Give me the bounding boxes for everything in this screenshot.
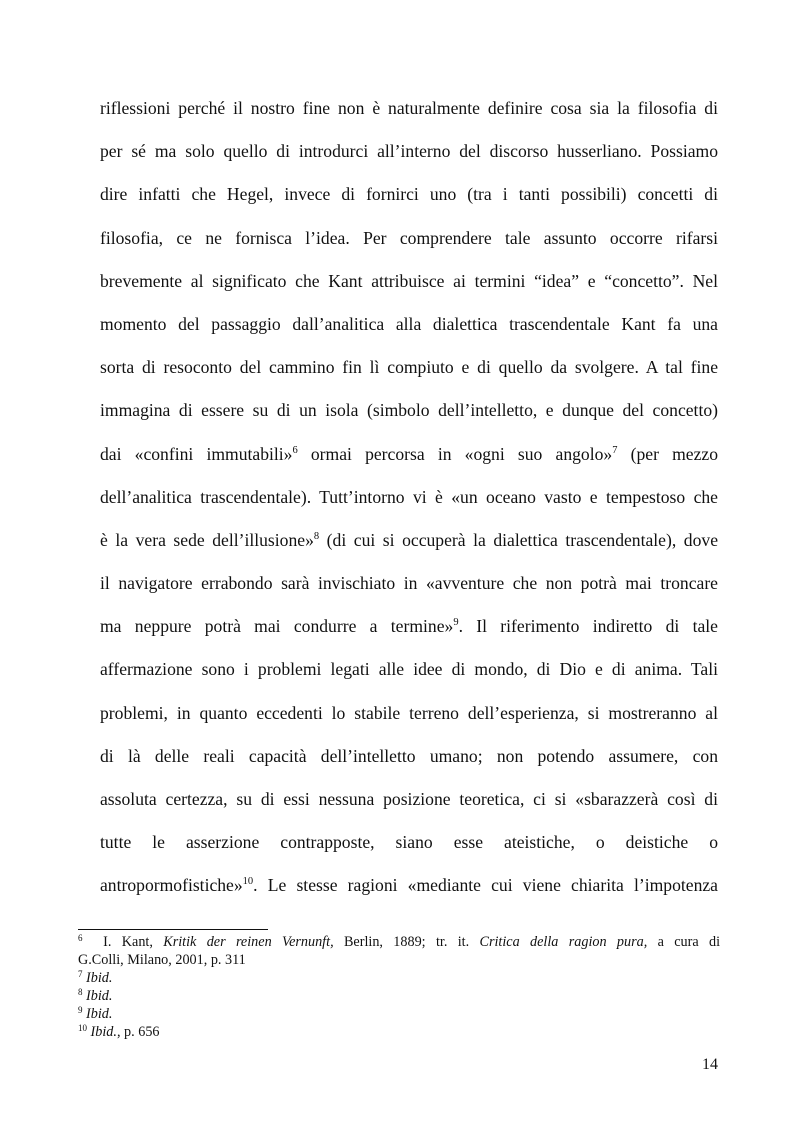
body-line: il navigatore errabondo sarà invischiato in «avventure che non potrà mai troncare [100, 573, 718, 594]
footnote-7 [78, 969, 720, 987]
footnote-text: Ibid. [86, 970, 113, 986]
body-line [100, 611, 718, 654]
body-text-span: antropormofistiche» [100, 875, 243, 896]
body-text-span: . Le stesse ragioni «mediante cui viene chiarita l’impotenza [253, 875, 718, 896]
footnote-text: a cura di [647, 934, 721, 950]
footnote-8 [78, 987, 720, 1005]
footnote-text: Ibid. [86, 1006, 113, 1022]
body-line: per sé ma solo quello di introdurci all’interno del discorso husserliano. Possiamo [100, 141, 718, 162]
body-line [100, 439, 718, 482]
footnote-number: 9 [78, 1005, 83, 1015]
footnote-ref-10: 10 [242, 876, 254, 888]
body-text-span: ma neppure potrà mai condurre a termine» [100, 616, 454, 637]
body-text-span: (di cui si occuperà la dialettica trascendentale), dove [319, 529, 718, 550]
footnote-text: I. Kant, [82, 934, 164, 950]
footnote-number: 8 [78, 987, 83, 997]
body-line: momento del passaggio dall’analitica alla dialettica trascendentale Kant fa una [100, 313, 718, 334]
body-line [100, 525, 718, 568]
body-text [100, 93, 718, 914]
body-line: brevemente al significato che Kant attribuisce ai termini “idea” e “concetto”. Nel [100, 270, 718, 291]
footnote-ref-8: 8 [313, 530, 320, 542]
footnote-text: Ibid. [86, 988, 113, 1004]
body-line: tutte le asserzione contrapposte, siano esse ateistiche, o deistiche o [100, 832, 718, 853]
body-line: di là delle reali capacità dell’intelletto umano; non potendo assumere, con [100, 745, 718, 766]
footnote-ref-6: 6 [292, 444, 298, 456]
footnote-ref-9: 9 [453, 617, 459, 629]
footnote-number: 7 [78, 969, 83, 979]
body-text-span: . Il riferimento indiretto di tale [458, 616, 718, 637]
footnote-ref-7: 7 [612, 444, 618, 456]
footnote-text: Berlin, 1889; tr. it. [333, 934, 480, 950]
footnote-title: Kritik der reinen Vernunft, [163, 934, 334, 950]
footnote-number: 10 [78, 1023, 87, 1033]
body-line: dire infatti che Hegel, invece di fornirci uno (tra i tanti possibili) concetti di [100, 184, 718, 205]
footnote-6-continued: G.Colli, Milano, 2001, p. 311 [78, 952, 246, 968]
body-line: affermazione sono i problemi legati alle idee di mondo, di Dio e di anima. Tali [100, 659, 718, 680]
body-text-span: ormai percorsa in «ogni suo angolo» [297, 443, 613, 464]
body-line: sorta di resoconto del cammino fin lì compiuto e di quello da svolgere. A tal fine [100, 357, 718, 378]
body-text-span: dai «confini immutabili» [100, 443, 293, 464]
body-line: filosofia, ce ne fornisca l’idea. Per comprendere tale assunto occorre rifarsi [100, 227, 718, 248]
footnote-separator [78, 929, 268, 930]
footnote-number: 6 [78, 933, 83, 943]
body-line: assoluta certezza, su di essi nessuna posizione teoretica, ci si «sbarazzerà così di [100, 789, 718, 809]
body-line: problemi, in quanto eccedenti lo stabile terreno dell’esperienza, si mostreranno al [100, 702, 718, 723]
body-text-span: (per mezzo [617, 443, 719, 464]
footnote-9 [78, 1005, 720, 1023]
footnote-6 [78, 933, 720, 951]
body-text-span: è la vera sede dell’illusione» [100, 529, 314, 550]
footnotes [78, 933, 720, 1041]
body-line: dell’analitica trascendentale). Tutt’intorno vi è «un oceano vasto e tempestoso che [100, 486, 718, 507]
footnote-text: Ibid. [90, 1024, 117, 1040]
body-line: immagina di essere su di un isola (simbolo dell’intelletto, e dunque del concetto) [100, 400, 718, 421]
body-line [100, 870, 718, 913]
footnote-text: , p. 656 [116, 1024, 160, 1040]
footnote-title: Critica della ragion pura, [479, 934, 648, 950]
page-number: 14 [702, 1056, 718, 1073]
footnote-10 [78, 1023, 720, 1041]
body-line: riflessioni perché il nostro fine non è naturalmente definire cosa sia la filosofia di [100, 98, 718, 118]
